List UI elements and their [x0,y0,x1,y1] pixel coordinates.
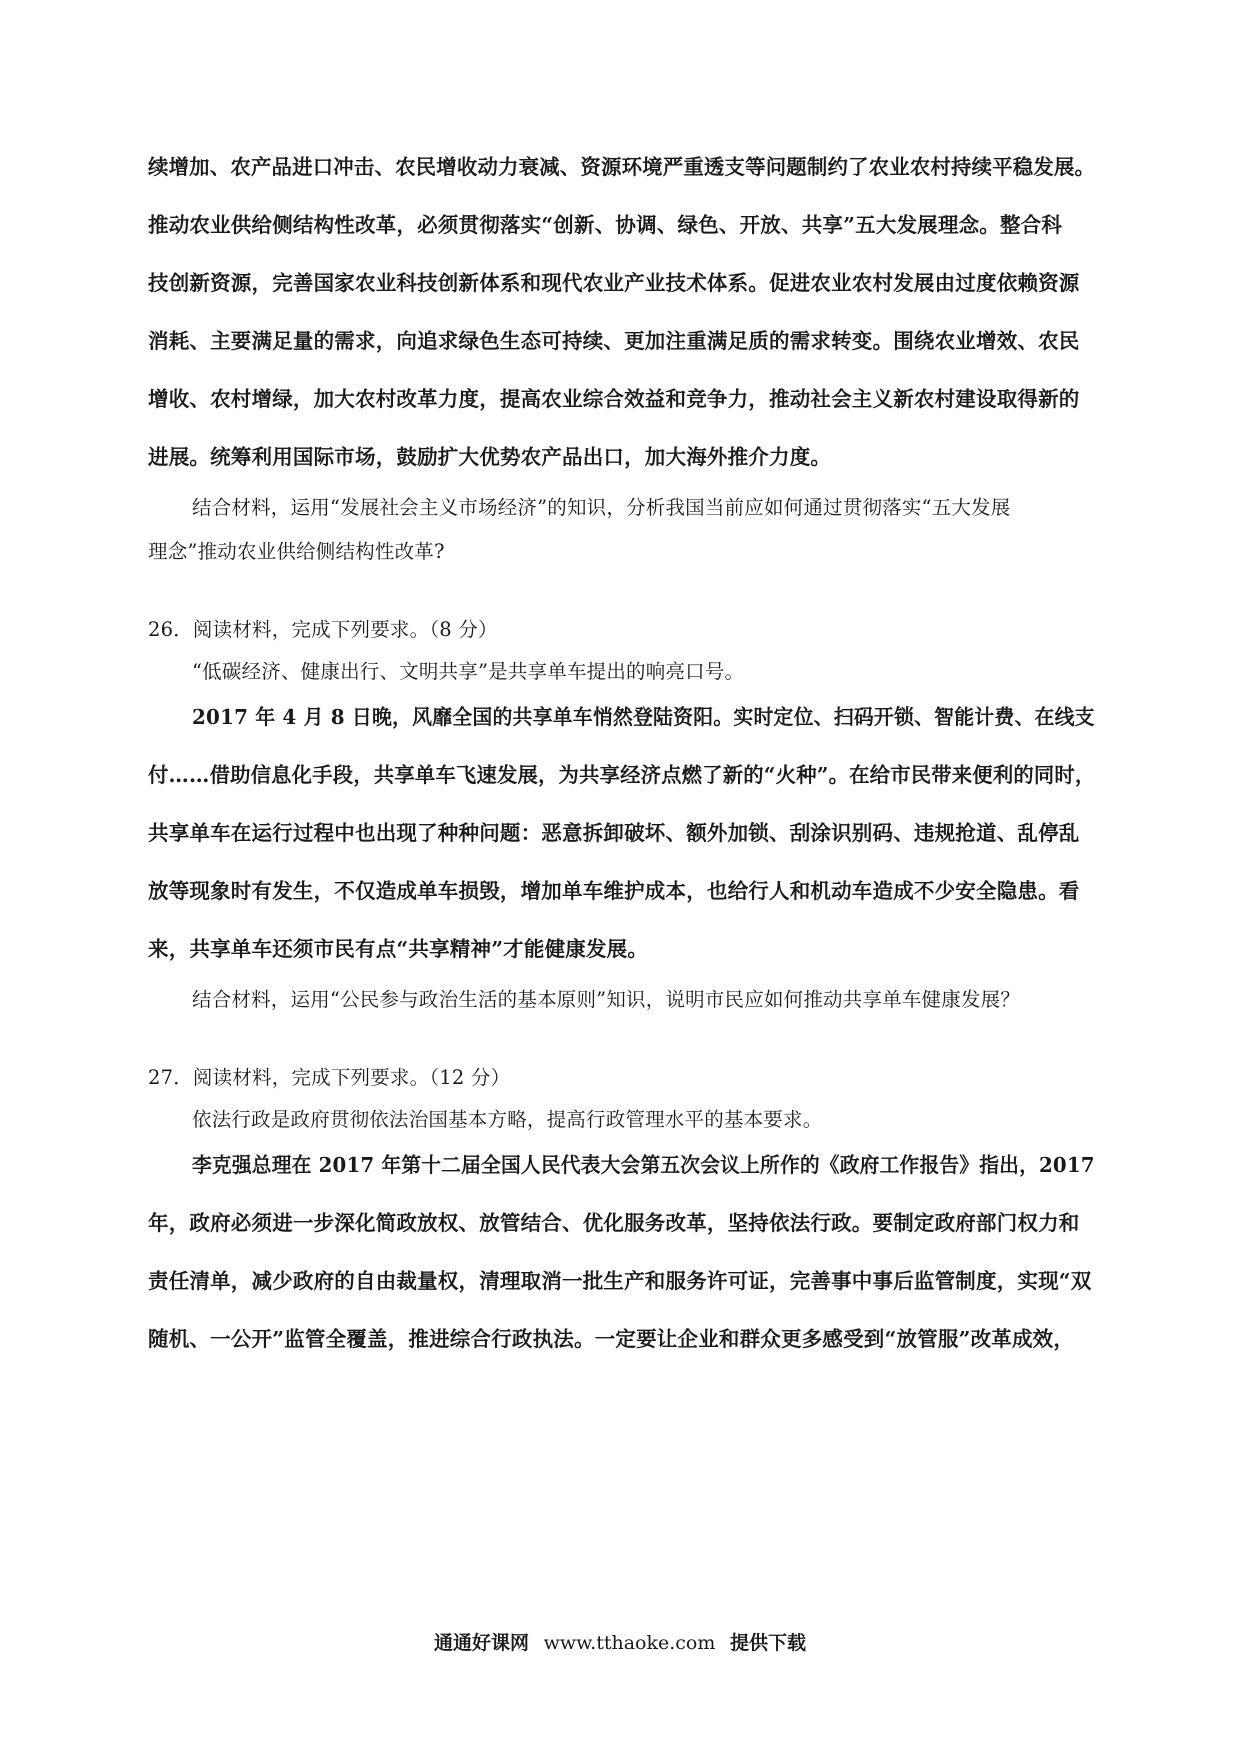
passage1-question-line-2: 理念”推动农业供给侧结构性改革? [148,540,445,563]
q27-line-1: 李克强总理在 2017 年第十二届全国人民代表大会第五次会议上所作的《政府工作报告》指出，2017 [192,1153,1095,1177]
page-footer [0,1628,1240,1655]
q27-intro: 依法行政是政府贯彻依法治国基本方略，提高行政管理水平的基本要求。 [192,1108,823,1131]
passage1-line-1: 续增加、农产品进口冲击、农民增收动力衰减、资源环境严重透支等问题制约了农业农村持续平稳发展。 [148,155,1096,179]
q27-line-2: 年，政府必须进一步深化简政放权、放管结合、优化服务改革，坚持依法行政。要制定政府部门权力和 [148,1211,1080,1235]
passage1-line-2: 推动农业供给侧结构性改革，必须贯彻落实“创新、协调、绿色、开放、共享”五大发展理念。整合科 [148,213,1063,237]
footer-url[interactable]: www.tthaoke.com [543,1632,716,1654]
passage1-line-4: 消耗、主要满足量的需求，向追求绿色生态可持续、更加注重满足质的需求转变。围绕农业增效、农民 [148,329,1080,353]
passage1-line-5: 增收、农村增绿，加大农村改革力度，提高农业综合效益和竞争力，推动社会主义新农村建设取得新的 [148,387,1080,411]
q26-question: 结合材料，运用“公民参与政治生活的基本原则”知识，说明市民应如何推动共享单车健康发展？ [192,988,1021,1011]
passage1-question-line-1: 结合材料，运用“发展社会主义市场经济”的知识，分析我国当前应如何通过贯彻落实“五大发展 [192,496,1011,519]
passage1-line-3: 技创新资源，完善国家农业科技创新体系和现代农业产业技术体系。促进农业农村发展由过度依赖资源 [148,271,1080,295]
q26-line-2: 付……借助信息化手段，共享单车飞速发展，为共享经济点燃了新的“火种”。在给市民带来便利的同时， [148,763,1096,787]
q27-line-4: 随机、一公开”监管全覆盖，推进综合行政执法。一定要让企业和群众更多感受到“放管服”改革成效， [148,1327,1075,1351]
q27-heading: 27．阅读材料，完成下列要求。（12 分） [148,1066,511,1089]
q26-line-3: 共享单车在运行过程中也出现了种种问题：恶意拆卸破坏、额外加锁、刮涂识别码、违规抢道、乱停乱 [148,821,1080,845]
q26-line-4: 放等现象时有发生，不仅造成单车损毁，增加单车维护成本，也给行人和机动车造成不少安全隐患。看 [148,879,1080,903]
q27-line-3: 责任清单，减少政府的自由裁量权，清理取消一批生产和服务许可证，完善事中事后监管制度，实现“双 [148,1269,1092,1293]
footer-site-name: 通通好课网 [433,1632,529,1654]
passage1-line-6: 进展。统筹利用国际市场，鼓励扩大优势农产品出口，加大海外推介力度。 [148,445,832,469]
q26-line-5: 来，共享单车还须市民有点“共享精神”才能健康发展。 [148,937,649,961]
q26-line-1: 2017 年 4 月 8 日晚，风靡全国的共享单车悄然登陆资阳。实时定位、扫码开锁、智能计费、在线支 [192,705,1095,729]
q26-heading: 26．阅读材料，完成下列要求。（8 分） [148,618,498,641]
footer-suffix: 提供下载 [730,1632,807,1654]
q26-slogan: “低碳经济、健康出行、文明共享”是共享单车提出的响亮口号。 [192,660,745,683]
